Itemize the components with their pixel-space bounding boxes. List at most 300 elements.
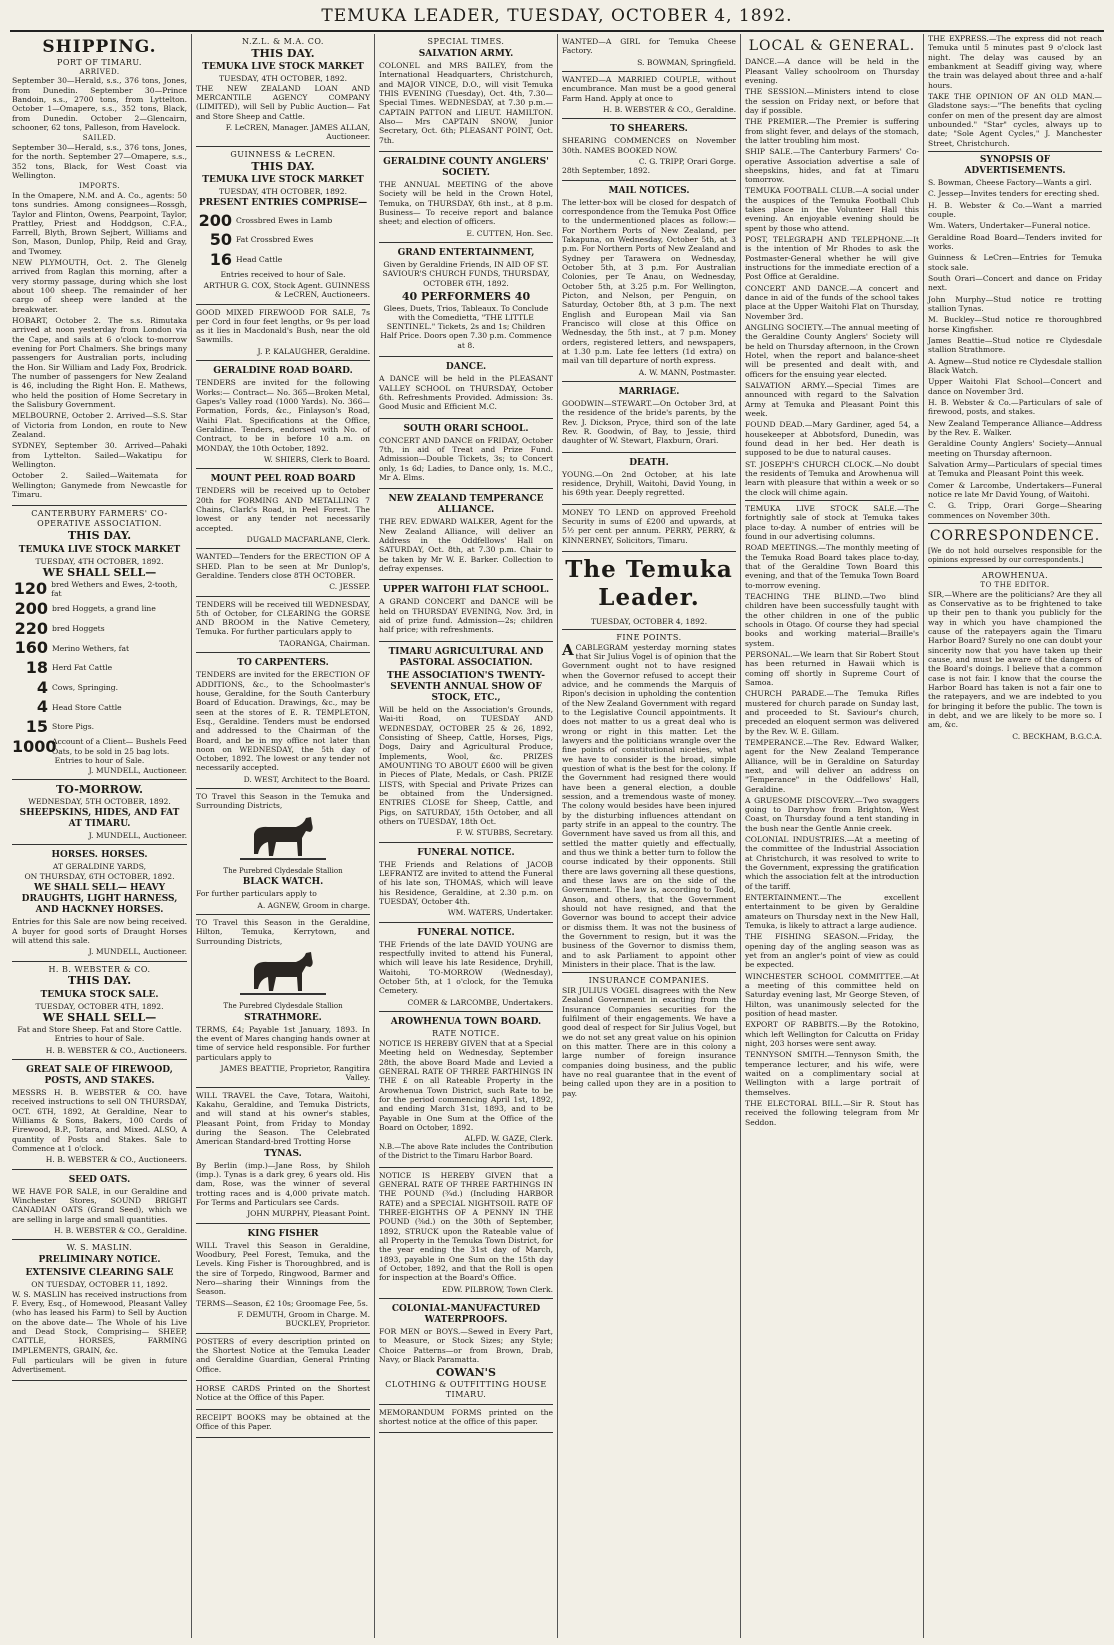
mixed-firewood-body: GOOD MIXED FIREWOOD FOR SALE, 7s per Cord in four feet lengths, or 9s per load as it lies in Macdonald's Bush, near the old Sawmills.: [196, 307, 370, 345]
synopsis-item: H. B. Webster & Co.—Want a married couple.: [928, 200, 1102, 220]
imports-label: IMPORTS.: [79, 182, 120, 191]
horse-cards-ad: [196, 1381, 370, 1410]
canterbury-title: TEMUKA LIVE STOCK MARKET: [18, 544, 181, 555]
synopsis-item: S. Bowman, Cheese Factory—Wants a girl.: [928, 178, 1092, 188]
news-paragraph: TEMPERANCE.—The Rev. Edward Walker, agent for the New Zealand Temperance Alliance, will be in Geraldine on Saturday next, and will deliver an address on "Temperance" in the Oddfellows' Hall, Geraldine.: [745, 737, 919, 794]
maslin-sale: EXTENSIVE CLEARING SALE: [25, 1268, 174, 1279]
shearers-body: SHEARING COMMENCES on November 30th. NAMES BOOKED NOW.: [562, 136, 736, 155]
paper-title: The Temuka Leader.: [565, 556, 733, 612]
lot-description: bred Hoggets, a grand line: [52, 604, 156, 614]
horse-cards-text: HORSE CARDS Printed on the Shortest Notice at the Office of this Paper.: [196, 1384, 370, 1403]
synopsis-item: M. Buckley—Stud notice re thoroughbred horse Kingfisher.: [928, 315, 1102, 334]
guinness-sign: ARTHUR G. COX, Stock Agent. GUINNESS & LeCREN, Auctioneers.: [203, 280, 370, 300]
performers-heading: 40 PERFORMERS 40: [401, 289, 531, 303]
lot-row: [12, 579, 187, 599]
lot-description: Cows, Springing.: [52, 682, 119, 692]
funeral2-body: THE Friends of the late DAVID YOUNG are respectfully invited to attend his Funeral, which will leave his late Residence, Dryhill, Waitohi, TO-MORROW (Wednesday), October 5th, at 1 o'clock, for the Temuka Cemetery.: [379, 939, 553, 996]
guinness-title: TEMUKA LIVE STOCK MARKET: [202, 175, 364, 186]
lot-description: bred Hoggets: [52, 623, 105, 633]
temperance-ad: [379, 489, 553, 580]
news-paragraph: EXPORT OF RABBITS.—By the Rotokino, which left Wellington for Calcutta on Friday night, 203 horses were sent away.: [745, 1020, 919, 1049]
divider: [928, 151, 1102, 152]
correspondence-title: CORRESPONDENCE.: [929, 527, 1101, 544]
marriage-notice: [562, 382, 736, 453]
synopsis-item: C. G. Tripp, Orari Gorge—Shearing commences on November 30th.: [928, 501, 1102, 520]
webster-ad: [12, 962, 187, 1060]
south-orari-ad: [379, 419, 553, 490]
canterbury-sell: WE SHALL SELL—: [42, 565, 157, 579]
synopsis-item: H. B. Webster & Co.—Particulars of sale of firewood, posts, and stakes.: [928, 397, 1102, 417]
cowans-name: COWAN'S: [436, 1366, 496, 1380]
webster-firm: H. B. WEBSTER & CO.: [48, 964, 151, 974]
insurance-title: INSURANCE COMPANIES.: [588, 976, 710, 986]
shearers-title: TO SHEARERS.: [610, 124, 688, 135]
timaru-show-body: Will be held on the Association's Grounds, Wai-iti Road, on TUESDAY AND WEDNESDAY, OCTOBER 25 & 26, 1892, Consisting of Sheep, Cattle, Horses, Pigs, Dogs, Dairy and Agricultural Produce, Implements, Wool, &c. PRIZES AMOUNTING TO ABOUT £600 will be given in Pieces of Plate, Medals, or Cash. PRIZE LISTS, with Special and Private Prizes can be obtained from the Undersigned. ENTRIES CLOSE for Sheep, Cattle, and Pigs, on SATURDAY, 15th October, and all others on TUESDAY, 18th Oct.: [379, 705, 553, 826]
money-body: MONEY TO LEND on approved Freehold Security in sums of £200 and upwards, at 5½ per cent per annum. PERRY, PERRY, & KINNERNEY, Solicitors, Timaru.: [562, 507, 736, 545]
local-general-paragraphs: [745, 57, 919, 497]
memo-body: MEMORANDUM FORMS printed on the shortest notice at the office of this paper.: [379, 1407, 553, 1426]
nzlma-firm: N.Z.L. & M.A. CO.: [242, 37, 324, 46]
maslin-footer: Full particulars will be given in future Advertisement.: [12, 1356, 187, 1374]
guinness-entries: PRESENT ENTRIES COMPRISE—: [198, 198, 368, 209]
mail-notices: [562, 181, 736, 382]
mount-peel-ad: [196, 469, 370, 549]
horses-place: AT GERALDINE YARDS,: [52, 862, 147, 872]
sheepskins-date: WEDNESDAY, 5TH OCTOBER, 1892.: [28, 796, 171, 806]
waterproofs-body: FOR MEN or BOYS.—Sewed in Every Part, to Measure, or Stock Sizes; any Style; Choice Patterns—or from Brown, Drab, Navy, or Black Paramatta.: [379, 1327, 553, 1365]
death-title: DEATH.: [629, 457, 669, 468]
lot-description: Merino Wethers, fat: [52, 643, 130, 653]
mount-peel-sign: DUGALD MACFARLANE, Clerk.: [246, 534, 370, 544]
news-paragraph: ANGLING SOCIETY.—The annual meeting of the Geraldine County Anglers' Society will be held on Thursday afternoon, in the Crown Hotel, when the report and balance-sheet will be presented and dealt with, and officers for the ensuing year elected.: [745, 323, 919, 379]
tomorrow-heading: TO-MORROW.: [56, 783, 143, 797]
temuka-rate-ad: [379, 1168, 553, 1299]
strathmore-body: TERMS, £4; Payable 1st January, 1893. In the event of Mares changing hands owner at time of service held responsible. For further particulars apply to: [196, 1024, 370, 1062]
horses-body: Entries for this Sale are now being received. A buyer for good sorts of Draught Horses will attend this sale.: [12, 917, 187, 945]
synopsis-item: South Orari—Concert and dance on Friday next.: [928, 274, 1102, 293]
black-watch-sign: A. AGNEW, Groom in charge.: [257, 900, 370, 910]
nzlma-this-day: THIS DAY.: [251, 46, 315, 60]
column-4: [557, 34, 740, 1638]
news-paragraph: THE ELECTORAL BILL.—Sir R. Stout has received the following telegram from Mr Seddon.: [745, 1099, 919, 1127]
lot-row: [196, 211, 370, 231]
news-paragraph: PERSONAL.—We learn that Sir Robert Stout has been returned in Hawaii which is coming off shortly in Supreme Court of Samoa.: [745, 649, 919, 687]
synopsis-item: Guinness & LeCren—Entries for Temuka stock sale.: [928, 253, 1102, 272]
leader-date: TUESDAY, OCTOBER 4, 1892.: [590, 616, 708, 626]
editorial-body: ACABLEGRAM yesterday morning states that Sir Julius Vogel is of opinion that the Government ought not to have resigned when the Governor refused to accept their advice, and he commends the Marquis of Ripon's decision in upholding the contention of the New Zealand Government with regard to the Legislative Council appointments. It does not matter to us a great deal who is wrong or right in this matter. Let the lawyers and the politicians wrangle over the fine points of constitutional niceties, what we have to consider is the broad, simple question of what is the best for the colony. If the Government had resigned there would have been a general election, a double session, and a tremendous waste of money. The colony would besides have been injured by the disturbing influences attendant on party strife in an appeal to the country. The Government have saved us from all this, and settled the matter quietly and effectually, and thus we think a better turn to follow the course indicated by their opponents. Still there are laws governing all these questions, and these laws are on the side of the Government. The law is, according to Todd, Anson, and others, that the Government should not have resigned, and that the Governor was bound to accept their advice or dismiss them. It was not the business of the Government to resign, but it was the business of the Governor to dismiss them, and to ask Parliament to appoint other Ministers in their place. That is the law.: [562, 640, 736, 969]
lot-number: 220: [14, 618, 48, 638]
mail-sign: A. W. MANN, Postmaster.: [638, 367, 736, 377]
grand-entertainment-ad: [379, 243, 553, 357]
arowhenua-board-title: AROWHENUA TOWN BOARD.: [390, 1016, 542, 1027]
lot-description: Store Pigs.: [52, 722, 95, 732]
tynas-desc: By Berlin (imp.)—Jane Ross, by Shiloh (imp.). Tynas is a dark grey, 6 years old. His dam, Rose, was the winner of several trotting races and is 4,000 private match. For Terms and Particulars see Cards.: [196, 1160, 370, 1208]
black-watch-intro: TO Travel this Season in the Temuka and Surrounding Districts,: [196, 792, 370, 811]
king-fisher-title: KING FISHER: [247, 1228, 319, 1239]
lot-row: [12, 678, 187, 698]
wanted-couple-sign: H. B. WEBSTER & CO., Geraldine.: [603, 104, 736, 114]
synopsis-item: Wm. Waters, Undertaker—Funeral notice.: [928, 221, 1091, 231]
gorse-ad: [196, 597, 370, 654]
news-paragraph: TENNYSON SMITH.—Tennyson Smith, the temperance lecturer, and his wife, were waited on a complimentary social at Wellington with a large portrait of themselves.: [745, 1050, 919, 1097]
upper-waitohi-title: UPPER WAITOHI FLAT SCHOOL.: [382, 585, 550, 596]
special-times-ad: [379, 34, 553, 152]
temperance-title: NEW ZEALAND TEMPERANCE ALLIANCE.: [388, 494, 544, 516]
news-paragraph: ROAD MEETINGS.—The monthly meeting of the Temuka Road Board takes place to-day, that of the Geraldine Town Board this evening, and that of the Temuka Town Board to-morrow evening.: [745, 543, 919, 590]
horses-ad: [12, 845, 187, 961]
news-paragraph: FOUND DEAD.—Mary Gardiner, aged 54, a housekeeper at Abbotsford, Dunedin, was found dead in her bed. Her death is supposed to be due to natural causes.: [745, 420, 919, 458]
rate2-body: NOTICE IS HEREBY GIVEN that a GENERAL RATE OF THREE FARTHINGS IN THE POUND (¾d.) (Including HARBOR RATE) and a SPECIAL NIGHTSOIL RATE OF THREE-EIGHTHS OF A PENNY IN THE POUND (⅜d.) on the 30th of September, 1892, STRUCK upon the Rateable value of all Property in the Temuka Town District, for the year ending the 31st day of March, 1893, payable in One Sum on the 15th day of October, 1892, and that the Roll is open for inspection at the Board's Office.: [379, 1170, 553, 1283]
column-3: [374, 34, 557, 1638]
news-paragraph: WINCHESTER SCHOOL COMMITTEE.—At a meeting of this committee held on Saturday evening last, Mr George Steven, of Hilton, was unanimously selected for the position of head master.: [745, 971, 919, 1019]
geraldine-road-body: TENDERS are invited for the following Works:— Contract— No. 365—Broken Metal, Gapes's Valley road (1000 Yards). No. 366—Formation, Fords, &c., Finlayson's Road, Waihi Flat. Specifications at the Office, Geraldine. Tenders, endorsed with No. of Contract, to be in before 10 a.m. on MONDAY, the 10th October, 1892.: [196, 378, 370, 453]
cowans-sub: CLOTHING & OUTFITTING HOUSE TIMARU.: [385, 1379, 547, 1399]
geraldine-road-ad: [196, 361, 370, 469]
synopsis-item: New Zealand Temperance Alliance—Address by the Rev. E. Walker.: [928, 418, 1102, 437]
sheepskins-sign: J. MUNDELL, Auctioneer.: [88, 831, 187, 841]
correspondence-note: [We do not hold ourselves responsible for the opinions expressed by our correspondents.]: [928, 547, 1102, 564]
strathmore-sign: JAMES BEATTIE, Proprietor, Rangitira Valley.: [220, 1064, 370, 1083]
guinness-firm: GUINNESS & LeCREN.: [230, 149, 336, 159]
horses-sell: WE SHALL SELL— HEAVY DRAUGHTS, LIGHT HARNESS, AND HACKNEY HORSES.: [21, 883, 178, 916]
insurance-body: SIR JULIUS VOGEL disagrees with the New Zealand Government in exacting from the Insurance Companies securities for the fulfilment of their engagements. We have a good deal of respect for Sir Julius Vogel, but we do not set any great value on his opinion on this matter. There are in this colony a large number of foreign insurance companies doing business, and the public have no real guarantee that in the event of being called upon they are in a position to pay.: [562, 986, 736, 1098]
nzlma-date: TUESDAY, 4TH OCTOBER, 1892.: [218, 74, 347, 84]
shipping-title: SHIPPING.: [42, 37, 157, 57]
maslin-firm: W. S. MASLIN.: [66, 1243, 133, 1253]
marriage-body: GOODWIN—STEWART.—On October 3rd, at the residence of the bride's parents, by the Rev. J. Dickson, Pryce, third son of the late Rev. R. Goodwin, of Bay, to Jessie, third daughter of W. Stewart, Flaxburn, Orari.: [562, 399, 736, 446]
divider: [928, 523, 1102, 524]
lot-row: [12, 717, 187, 737]
posters-text: POSTERS of every description printed on the Shortest Notice at the Temuka Leader and Geraldine Guardian, General Printing Office.: [196, 1336, 370, 1374]
geraldine-road-sign: W. SHIERS, Clerk to Board.: [263, 454, 370, 464]
letter-sign: C. BECKHAM, B.G.C.A.: [1012, 731, 1102, 741]
carpenters-body: TENDERS are invited for the ERECTION OF ADDITIONS, &c., to the Schoolmaster's house, Geraldine, for the South Canterbury Board of Education. Drawings, &c., may be seen at the stores of E. R. TEMPLETON, Esq., Geraldine. Tenders must be endorsed and addressed to the Chairman of the Board, and be in my office not later than noon on WEDNESDAY, the 5th day of October, 1892. The lowest or any tender not necessarily accepted.: [196, 670, 370, 773]
news-paragraph: A GRUESOME DISCOVERY.—Two swaggers going to Darryhow from Brighton, West Coast, on Thursday found a tent standing in the bush near the Gentle Annie creek.: [745, 795, 919, 833]
lot-row: [12, 658, 187, 678]
news-paragraph: SALVATION ARMY.—Special Times are announced with regard to the Salvation Army at Temuka and Pleasant Point this week.: [745, 381, 919, 419]
lot-number: 15: [25, 717, 48, 737]
divider: [928, 567, 1102, 568]
funeral1-sign: WM. WATERS, Undertaker.: [447, 908, 553, 918]
sheepskins-title: SHEEPSKINS, HIDES, AND FAT AT TIMARU.: [19, 807, 180, 830]
synopsis-item: Comer & Larcombe, Undertakers—Funeral notice re late Mr David Young, of Waitohi.: [928, 480, 1102, 499]
lot-number: 200: [198, 210, 232, 230]
synopsis-list: [928, 178, 1102, 520]
lot-row: [12, 599, 187, 619]
mount-peel-title: MOUNT PEEL ROAD BOARD: [210, 474, 356, 485]
special-times-title: SPECIAL TIMES.: [427, 37, 505, 46]
cycle-ad-text: TAKE THE OPINION OF AN OLD MAN.—Gladstone says:—"The benefits that cycling confer on men of the present day are almost unbounded." "Star" cycles, always up to date; "Sole Agent Cycles," J. Manchester Street, Christchurch.: [928, 91, 1102, 148]
news-paragraph: TEMUKA LIVE STOCK SALE.—The fortnightly sale of stock at Temuka takes place to-day. A number of entries will be found in our advertising columns.: [745, 503, 919, 541]
news-paragraph: POST, TELEGRAPH AND TELEPHONE.—It is the intention of Mr Rhodes to ask the Postmaster-General whether he will give instructions for the immediate erection of a Post Office at Geraldine.: [745, 235, 919, 282]
lot-number: 4: [36, 697, 48, 717]
maslin-title: PRELIMINARY NOTICE.: [38, 1255, 161, 1266]
upper-waitohi-body: A GRAND CONCERT and DANCE will be held on THURSDAY EVENING, Nov. 3rd, in aid of prize fund. Admission—2s; children half price; with refreshments.: [379, 597, 553, 635]
carpenters-sign: D. WEST, Architect to the Board.: [243, 774, 370, 784]
carpenters-ad: [196, 653, 370, 789]
lot-row: [12, 697, 187, 717]
news-paragraph: CONCERT AND DANCE.—A concert and dance in aid of the funds of the school takes place at the Upper Waitohi Flat on Thursday, November 3rd.: [745, 283, 919, 321]
timaru-show-sign: F. W. STUBBS, Secretary.: [456, 828, 553, 838]
canterbury-entries: Entries to hour of Sale.: [54, 756, 145, 766]
lot-description: bred Wethers and Ewes, 2-tooth, fat: [51, 579, 178, 599]
seed-sign: H. B. WEBSTER & CO., Geraldine.: [54, 1226, 187, 1235]
synopsis-item: James Beattie—Stud notice re Clydesdale stallion Strathmore.: [928, 335, 1102, 355]
synopsis-title: SYNOPSIS OF ADVERTISEMENTS.: [964, 154, 1066, 176]
death-body: YOUNG.—On 2nd October, at his late residence, Dryhill, Waitohi, David Young, in his 69th year. Deeply regretted.: [562, 469, 736, 498]
rate2-sign: EDW. PILBROW, Town Clerk.: [441, 1284, 553, 1294]
nzlma-ad: [196, 34, 370, 147]
arowhenua-board-sign: ALFD. W. GAZE, Clerk.: [464, 1134, 553, 1144]
sailed-text: September 30—Herald, s.s., 376 tons, Jones, for the north. September 27—Omapere, s.s., 352 tons, Black, for West Coast via Wellington.: [12, 142, 187, 180]
funeral2-title: FUNERAL NOTICE.: [417, 927, 515, 938]
lot-row: [196, 250, 370, 270]
receipt-books-text: RECEIPT BOOKS may be obtained at the Office of this Paper.: [196, 1412, 370, 1432]
mount-peel-body: TENDERS will be received up to October 20th for FORMING AND METALLING 7 Chains, Clark's Road, in Peel Forest. The lowest or any tender not necessarily accepted.: [196, 486, 370, 533]
synopsis-item: C. Jessep—Invites tenders for erecting shed.: [928, 189, 1100, 199]
anglers-ad: [379, 152, 553, 243]
news-paragraphs: [745, 504, 919, 1127]
arrived-label: ARRIVED.: [79, 67, 120, 76]
special-times-body: COLONEL and MRS BAILEY, from the International Headquarters, Christchurch, and MAJOR VINCE, D.O., will visit Temuka THIS EVENING (Tuesday), Oct. 4th, 7.30—Special Times. WEDNESDAY, at 7.30 p.m.—CAPTAIN PATTON and LIEUT. HAMILTON. Also— Mrs CAPTAIN SNOW, Junior Secretary, Oct. 6th; PLEASANT POINT, Oct. 7th.: [379, 60, 553, 145]
synopsis-item: Geraldine Road Board—Tenders invited for works.: [928, 232, 1102, 252]
strathmore-ad: [196, 915, 370, 1088]
column-1: [8, 34, 191, 1638]
column-6: [923, 34, 1106, 1638]
lot-row: [12, 737, 187, 757]
funeral1-body: THE Friends and Relations of JACOB LEFRANTZ are invited to attend the Funeral of his late son, THOMAS, which will leave his Residence, Geraldine, at 2.30 p.m. on TUESDAY, October 4th.: [379, 859, 553, 906]
port-heading: PORT OF TIMARU.: [57, 57, 142, 67]
this-day: THIS DAY.: [67, 529, 132, 542]
horses-date: ON THURSDAY, 6TH OCTOBER, 1892.: [24, 871, 175, 881]
shed-ad: [196, 549, 370, 596]
black-watch-name: BLACK WATCH.: [242, 877, 324, 888]
news-paragraph: TEACHING THE BLIND.—Two blind children have been successfully taught with the other children in one of the public schools in Otago. Of course they had special books and working material—Braille's system.: [745, 591, 919, 648]
lot-number: 4: [36, 677, 48, 697]
king-fisher-ad: [196, 1224, 370, 1334]
editorial-title: FINE POINTS.: [616, 632, 682, 642]
grand-ent-desc: Glees, Duets, Trios, Tableaux. To Conclude with the Comedietta, "THE LITTLE SENTINEL." Tickets, 2s and 1s; Children Half Price. Doors open 7.30 p.m. Commence at 8.: [380, 303, 552, 350]
news-paragraph: ENTERTAINMENT.—The excellent entertainment to be given by Geraldine amateurs on Thursday next in the New Hall, Temuka, is likely to attract a large audience.: [745, 893, 919, 931]
nzlma-title: TEMUKA LIVE STOCK MARKET: [202, 62, 364, 73]
horses-title: HORSES. HORSES.: [51, 850, 148, 861]
memo-ad: [379, 1405, 553, 1434]
dance-title: DANCE.: [445, 362, 487, 373]
news-paragraph: COLONIAL INDUSTRIES.—At a meeting of the committee of the Industrial Association at Christchurch, it was resolved to write to the Government, expressing the gratification which the association felt at the introduction of the tariff.: [745, 835, 919, 891]
lot-description: Fat Crossbred Ewes: [236, 235, 314, 245]
news-paragraph: CHURCH PARADE.—The Temuka Rifles mustered for church parade on Sunday last, and proceeded to St. Saviour's church, preceded an eloquent sermon was delivered by the Rev. W. E. Gillam.: [745, 689, 919, 736]
lot-number: 120: [13, 579, 48, 599]
maslin-body: W. S. MASLIN has received instructions from F. Every, Esq., of Homewood, Pleasant Valley (who has leased his Farm) to Sell by Auction on the above date— The Whole of his Live and Dead Stock, Comprising— SHEEP, CATTLE, HORSES, FARMING IMPLEMENTS, GRAIN, &c.: [12, 1289, 187, 1355]
mail-title: MAIL NOTICES.: [608, 185, 690, 196]
south-orari-body: CONCERT AND DANCE on FRIDAY, October 7th, in aid of Treat and Prize Fund. Admission—Double Tickets, 3s; to Concert only, 1s 6d; Ladies, to Dance only, 1s. M.C., Mr A. Elms.: [379, 435, 553, 482]
webster-sell: WE SHALL SELL—: [42, 1011, 157, 1025]
firewood-title: GREAT SALE OF FIREWOOD, POSTS, AND STAKES.: [26, 1064, 173, 1086]
black-watch-caption: The Purebred Clydesdale Stallion: [223, 866, 343, 875]
geraldine-road-title: GERALDINE ROAD BOARD.: [213, 366, 353, 377]
melbourne-text: MELBOURNE, October 2. Arrived—S.S. Star of Victoria from London, en route to New Zealand.: [12, 411, 187, 440]
funeral-notice-2: [379, 923, 553, 1012]
synopsis-item: Salvation Army—Particulars of special times at Temuka and Pleasant Point this week.: [928, 459, 1102, 479]
lot-number: 50: [209, 230, 232, 250]
dance-body: A DANCE will be held in the PLEASANT VALLEY SCHOOL on THURSDAY, October 6th. Refreshments Provided. Admission: 3s. Good Music and Efficient M.C.: [379, 374, 553, 412]
king-fisher-terms: TERMS—Season, £2 10s; Groomage Fee, 5s.: [196, 1298, 369, 1308]
marriage-title: MARRIAGE.: [618, 386, 680, 397]
anglers-body: THE ANNUAL MEETING of the above Society will be held in the Crown Hotel, Temuka, on THURSDAY, 6th inst., at 8 p.m. Business— To receive report and balance sheet; and election of officers.: [379, 179, 553, 227]
guinness-this-day: THIS DAY.: [251, 159, 315, 173]
funeral1-title: FUNERAL NOTICE.: [417, 847, 515, 858]
news-paragraph: SHIP SALE.—The Canterbury Farmers' Co-operative Association advertise a sale of sheepskins, hides, and fat at Timaru tomorrow.: [745, 147, 919, 185]
posters-ad: [196, 1334, 370, 1381]
lot-description: Head Store Cattle: [52, 702, 122, 712]
lot-number: 1000: [12, 736, 57, 756]
timaru-show-sub: THE ASSOCIATION'S TWENTY-SEVENTH ANNUAL SHOW OF STOCK, ETC.,: [387, 670, 545, 703]
news-paragraph: DANCE.—A dance will be held in the Pleasant Valley schoolroom on Thursday evening.: [745, 57, 919, 85]
lot-number: 18: [25, 658, 48, 678]
rate-notice-title: RATE NOTICE.: [432, 1029, 500, 1039]
divider: [745, 500, 919, 501]
hobart-text: HOBART, October 2. The s.s. Rimutaka arrived at noon yesterday from London via the Cape, and sails at 6 o'clock to-morrow evening for Port Chalmers. She brings many passengers for Australian ports, including the Hon. Sir William and Lady Fox, Brodrick. The number of passengers for New Zealand is 46, including the Right Hon. E. Mathews, who held the position of Home Secretary in the Salisbury Government.: [12, 316, 187, 410]
sailed-label: SAILED.: [82, 134, 117, 143]
masthead: TEMUKA LEADER, TUESDAY, OCTOBER 4, 1892.: [10, 6, 1104, 32]
news-paragraph: THE SESSION.—Ministers intend to close the session on Friday next, or before that day if possible.: [745, 87, 919, 115]
arrived-text: September 30—Herald, s.s., 376 tons, Jones, from Dunedin. September 30—Prince Bandoin, s.s., 2700 tons, from Lyttelton. October 1—Omapere, s.s., 352 tons, Black, from Dunedin. October 2—Glencairn, schooner, 62 tons, Palleson, from Havelock.: [12, 76, 187, 132]
shearers-sign: C. G. TRIPP, Orari Gorge.: [638, 157, 736, 167]
arowhenua-board-body: NOTICE IS HEREBY GIVEN that at a Special Meeting held on Wednesday, September 28th, the above Board Made and Levied a GENERAL RATE OF THREE FARTHINGS IN THE £ on all Rateable Property in the Arowhenua Town District, such Rate to be for the period commencing April 1st, 1892, and ending March 31st, 1893, and to be Payable in One Sum at the Office of the Board on October, 1892.: [379, 1038, 553, 1132]
seed-title: SEED OATS.: [68, 1174, 131, 1185]
wanted-couple-ad: [562, 72, 736, 119]
tynas-ad: [196, 1088, 370, 1224]
upper-waitohi-ad: [379, 580, 553, 641]
black-watch-body: For further particulars apply to: [196, 889, 317, 899]
timaru-show-title: TIMARU AGRICULTURAL AND PASTORAL ASSOCIATION.: [388, 646, 544, 668]
guinness-body: Entries received to hour of Sale.: [220, 269, 346, 279]
lot-number: 160: [14, 638, 48, 658]
news-paragraph: TEMUKA FOOTBALL CLUB.—A social under the auspices of the Temuka Football Club takes place in the Volunteer Hall this evening. An enjoyable evening should be spent by those who attend.: [745, 186, 919, 233]
firewood-ad: [12, 1060, 187, 1170]
anglers-sign: E. CUTTEN, Hon. Sec.: [466, 228, 553, 238]
letter-to: TO THE EDITOR.: [980, 581, 1050, 590]
tynas-name: TYNAS.: [264, 1148, 302, 1159]
guinness-ad: [196, 147, 370, 305]
seed-oats-ad: [12, 1170, 187, 1241]
wanted-girl-sign: S. BOWMAN, Springfield.: [637, 57, 736, 67]
grand-ent-title: GRAND ENTERTAINMENT,: [397, 247, 535, 258]
divider: [562, 972, 736, 973]
strathmore-intro: TO Travel this Season in the Geraldine, Hilton, Temuka, Kerrytown, and Surrounding Districts,: [196, 918, 370, 946]
money-ad: [562, 505, 736, 552]
horse-illustration-icon: [240, 949, 326, 999]
death-notice: [562, 453, 736, 505]
horse-illustration-icon: [240, 814, 326, 864]
canterbury-lots: [12, 579, 187, 756]
strathmore-caption: The Purebred Clydesdale Stallion: [223, 1002, 343, 1011]
maslin-date: ON TUESDAY, OCTOBER 11, 1892.: [31, 1280, 168, 1290]
temperance-body: THE REV. EDWARD WALKER, Agent for the New Zealand Alliance, will deliver an Address in the Oddfellows' Hall on SATURDAY, Oct. 8th, at 7.30 p.m. Chair to be taken by Mr W. E. Barker. Collection to defray expenses.: [379, 517, 553, 573]
gorse-sign: TAORANGA, Chairman.: [279, 638, 370, 648]
dance-ad: [379, 357, 553, 418]
arowhenua-board-note: N.B.—The above Rate includes the Contribution of the District to the Timaru Harbor Board.: [379, 1143, 553, 1161]
synopsis-item: Upper Waitohi Flat School—Concert and dance on November 3rd.: [928, 377, 1102, 396]
waterproofs-title: COLONIAL-MANUFACTURED WATERPROOFS.: [391, 1303, 541, 1326]
seed-body: WE HAVE FOR SALE, in our Geraldine and Winchester Stores, SOUND BRIGHT CANADIAN OATS (Grand Seed), which we are selling in large and small quantities.: [12, 1186, 187, 1224]
maslin-ad: [12, 1240, 187, 1381]
express-text: THE EXPRESS.—The express did not reach Temuka until 5 minutes past 9 o'clock last night. The delay was caused by an embankment at Seadiff giving way, where the train was delayed about three and a-half hours.: [928, 34, 1102, 90]
sydney-text: SYDNEY, September 30. Arrived—Pahaki from Lyttelton. Sailed—Wakatipu for Wellington.: [12, 441, 187, 470]
synopsis-item: Geraldine County Anglers' Society—Annual meeting on Thursday afternoon.: [928, 439, 1102, 458]
funeral-notice-1: [379, 843, 553, 923]
local-general-title: LOCAL & GENERAL.: [748, 38, 916, 54]
divider: [562, 629, 736, 630]
lot-row: [12, 619, 187, 639]
lot-number: 200: [14, 599, 48, 619]
lot-description: Herd Fat Cattle: [52, 663, 113, 673]
column-2: [191, 34, 374, 1638]
shed-sign: C. JESSEP.: [329, 582, 370, 592]
webster-title: TEMUKA STOCK SALE.: [40, 989, 159, 1000]
column-5: [740, 34, 923, 1638]
nzlma-body: THE NEW ZEALAND LOAN AND MERCANTILE AGENCY COMPANY (LIMITED), will Sell by Public Auction— Fat and Store Sheep and Cattle.: [196, 83, 370, 121]
letter-body: SIR,—Where are the politicians? Are they all as Conservative as to be frightened to take up their pen to thank you publicly for the way in which you have championed the cause of the ratepayers again the Timaru Harbor Board? Surely no one can doubt your sincerity now that you have taken up their cause, and must be aware of the dangers of the Board's doings. I believe that a common case is not fair. I know that the course the Harbor Board has taken is not a fair one to the ratepayers, and we are indebted to you for bringing it before the public. The town is in debt, and we are likely to be more so. I am, &c.: [928, 589, 1102, 730]
waterproofs-ad: [379, 1299, 553, 1405]
arowhenua-rate-ad: [379, 1012, 553, 1168]
canterbury-sign: J. MUNDELL, Auctioneer.: [88, 765, 187, 775]
newspaper-columns: [8, 34, 1106, 1638]
lot-description: Crossbred Ewes in Lamb: [236, 215, 333, 225]
nzlma-sign: F. LeCREN, Manager. JAMES ALLAN, Auctioneer.: [225, 123, 370, 142]
strathmore-name: STRATHMORE.: [244, 1012, 322, 1023]
webster-date: TUESDAY, OCTOBER 4TH, 1892.: [35, 1002, 164, 1012]
shearers-date: 28th September, 1892.: [562, 166, 651, 176]
wanted-couple-body: WANTED—A MARRIED COUPLE, without encumbrance. Man must be a good general Farm Hand. Apply at once to: [562, 74, 736, 103]
lot-number: 16: [209, 249, 232, 269]
synopsis-item: John Murphy—Stud notice re trotting stallion Tynas.: [928, 294, 1102, 313]
canterbury-date: TUESDAY, 4TH OCTOBER, 1892.: [35, 556, 164, 566]
lot-description: Head Cattle: [236, 255, 283, 265]
anglers-title: GERALDINE COUNTY ANGLERS' SOCIETY.: [383, 156, 549, 178]
lot-row: [196, 230, 370, 250]
carpenters-title: TO CARPENTERS.: [237, 658, 329, 669]
webster-this-day: THIS DAY.: [67, 974, 132, 988]
lot-row: [12, 638, 187, 658]
webster-body: Fat and Store Sheep. Fat and Store Cattle. Entries to hour of Sale.: [17, 1024, 182, 1044]
tynas-sign: JOHN MURPHY, Pleasant Point.: [247, 1209, 370, 1219]
shed-body: WANTED—Tenders for the ERECTION OF A SHED. Plan to be seen at Mr Dunlop's, Geraldine. Tenders close 8TH OCTOBER.: [196, 552, 370, 580]
tynas-body: WILL TRAVEL the Cave, Totara, Waitohi, Kakahu, Geraldine, and Temuka Districts, and will stand at his owner's stables, Pleasant Point, from Friday to Monday during the Season. The Celebrated American Standard-bred Trotting Horse: [196, 1090, 370, 1147]
grand-ent-body: Given by Geraldine Friends, IN AID OF ST. SAVIOUR'S CHURCH FUNDS, THURSDAY, OCTOBER 6TH, 1892.: [382, 260, 550, 288]
king-fisher-sign: F. DEMUTH, Groom in Charge. M. BUCKLEY, Proprietor.: [237, 1310, 370, 1329]
wanted-girl-body: WANTED—A GIRL for Temuka Cheese Factory.: [562, 37, 736, 56]
firewood-body: MESSRS H. B. WEBSTER & CO. have received instructions to sell ON THURSDAY, OCT. 6TH, 1892, At Geraldine, Near to Williams & Sons, Bakers, 100 Cords of Firewood, B.P., Totara, and Mixed. ALSO, A quantity of Posts and Stakes. Sale to Commence at 1 o'clock.: [12, 1088, 187, 1153]
imports-text: In the Omapere, N.M. and A. Co., agents: 50 tons sundries. Among consignees—Rossgh, Taylor and Flinton, Owens, Pearpoint, Taylor, Prattley, Priest and Hoddgson, C.F.A., Farrell, Blyth, Brown Sejbert, Williams and Son, Mason, Dunlop, Philp, Reid and Gray, and Twomey.: [12, 190, 187, 256]
timaru-show-ad: [379, 642, 553, 843]
new-plymouth-text: NEW PLYMOUTH, Oct. 2. The Glenelg arrived from Raglan this morning, after a very stormy passage, during which she lost about 100 sheep. The remainder of her cargo of sheep were landed at the breakwater.: [12, 258, 187, 314]
news-paragraph: THE PREMIER.—The Premier is suffering from slight fever, and delays of the stomach, the latter troubling him most.: [745, 117, 919, 145]
canterbury-ad: [12, 506, 187, 780]
news-paragraph: ST. JOSEPH'S CHURCH CLOCK.—No doubt the residents of Temuka and Arowhenua will learn with pleasure that within a week or so the clock will chime again.: [745, 459, 919, 497]
news-paragraph: THE FISHING SEASON.—Friday, the opening day of the angling season was as yet from an angler's point of view as could be expected.: [745, 932, 919, 970]
receipt-books-ad: [196, 1410, 370, 1439]
shipping-section: [12, 34, 187, 506]
guinness-date: TUESDAY, 4TH OCTOBER, 1892.: [218, 187, 347, 197]
shearers-ad: [562, 119, 736, 180]
king-fisher-body: WILL Travel this Season in Geraldine, Woodbury, Peel Forest, Temuka, and the Levels. King Fisher is Thoroughbred, and is the sire of Torpedo, Ringwood, Barmer and Nero—sharing their Winnings from the Season.: [196, 1240, 370, 1297]
letter-title: AROWHENUA.: [981, 571, 1049, 581]
funeral2-sign: COMER & LARCOMBE, Undertakers.: [407, 997, 553, 1007]
sailed2-text: October 2. Sailed—Waitemata for Wellington; Ganymede from Newcastle for Timaru.: [12, 471, 187, 500]
mixed-firewood-ad: [196, 305, 370, 362]
mixed-firewood-sign: J. P. KALAUGHER, Geraldine.: [257, 346, 370, 356]
